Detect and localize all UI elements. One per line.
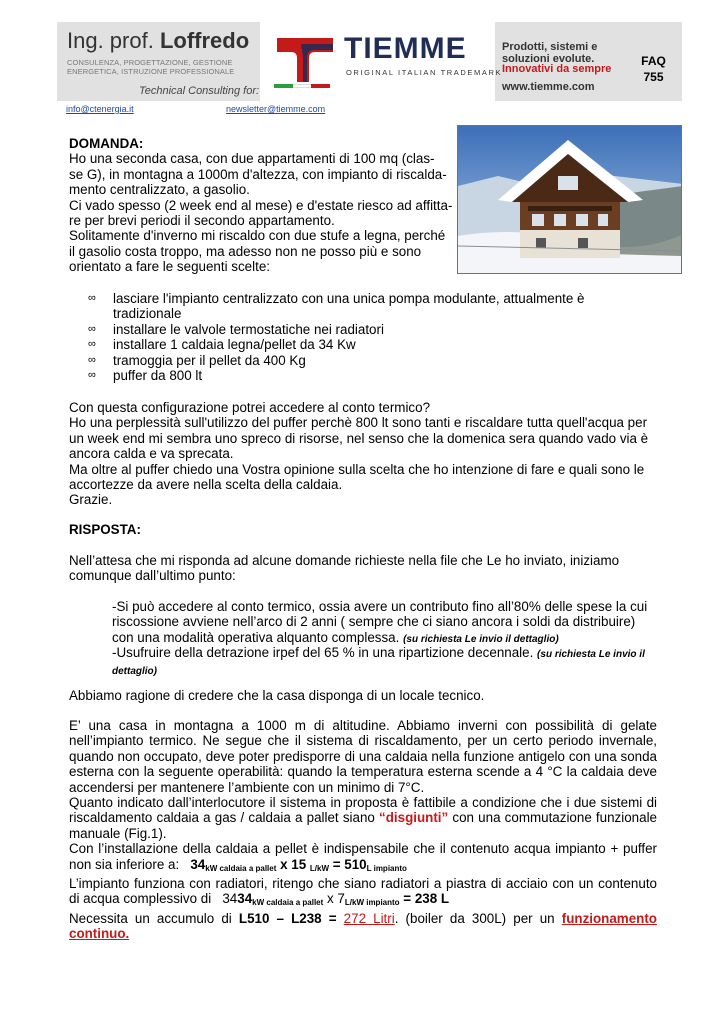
bullet-icon: ∞	[88, 338, 96, 351]
question-line: Ci vado spesso (2 week end al mese) e d'estate riesco ad affitta-	[69, 197, 453, 213]
answer-paragraph: Abbiamo ragione di credere che la casa disponga di un locale tecnico.	[69, 688, 485, 703]
question-line: il gasolio costa troppo, ma adesso non ne posso più e sono	[69, 243, 422, 259]
tiemme-logo-subtitle: ORIGINAL ITALIAN TRADEMARK	[346, 68, 503, 77]
answer-intro: Nell’attesa che mi risponda ad alcune domande richieste nella file che Le ho inviato, iniziamo comunque dall’ultimo punto:	[69, 553, 620, 584]
bullet-icon: ∞	[88, 322, 96, 335]
list-item: ∞ installare le valvole termostatiche nei radiatori	[88, 321, 384, 337]
email-link-newsletter[interactable]: newsletter@tiemme.com	[226, 104, 326, 114]
question-line: se G), in montagna a 1000m d'altezza, con impianto di riscalda-	[69, 166, 447, 182]
question-line: mento centralizzato, a gasolio.	[69, 182, 250, 198]
question-paragraph: Ma oltre al puffer chiedo una Vostra opinione sulla scelta che ho intenzione di fare e quali sono le accortezze da avere nella scelta della caldaia.	[69, 461, 645, 493]
bullet-icon: ∞	[88, 353, 96, 366]
consultant-tagline: CONSULENZA, PROGETTAZIONE, GESTIONE ENERGETICA, ISTRUZIONE PROFESSIONALE	[67, 58, 235, 76]
consultant-brand: Ing. prof. Loffredo	[67, 28, 250, 53]
tiemme-logo-block	[260, 22, 503, 101]
answer-paragraph: Quanto indicato dall’interlocutore il sistema in proposta è fattibile a condizione che i due sistemi di riscaldamento caldaia a gas / caldaia a pallet siano “disgiunti” con una commutazione funzionale manuale (Fig.1).	[69, 795, 657, 841]
answer-paragraph: E’ una casa in montagna a 1000 m di altitudine. Abbiamo inverni con possibilità di gelate nell’impianto termico. Ne segue che il sistema di riscaldamento, per un certo periodo invernale, quando non occupato, deve poter predisporre di una caldaia nella funzione antigelo con una sonda esterna con la seguente operabilità: quando la temperatura esterna scende a 4 °C la caldaia deve accendersi per mantenere l’ambiente con un minimo di 7°C.	[69, 718, 657, 795]
question-line: Solitamente d'inverno mi riscaldo con due stufe a legna, perché	[69, 228, 446, 244]
promo-highlight: Innovativi da sempre	[502, 63, 612, 75]
tiemme-logo-text: TIEMME	[344, 32, 467, 65]
question-line: Ho una seconda casa, con due appartamenti di 100 mq (clas-	[69, 151, 435, 167]
italian-flag-stripe	[274, 84, 330, 88]
tiemme-promo	[498, 22, 622, 101]
website-link[interactable]: www.tiemme.com	[502, 81, 595, 93]
faq-label: FAQ	[641, 54, 666, 68]
answer-body	[69, 718, 657, 942]
bullet-icon: ∞	[88, 292, 96, 304]
answer-point-detrazione: -Usufruire della detrazione irpef del 65 % in una ripartizione decennale. (su richiesta Le invio il dettaglio)	[112, 645, 645, 678]
answer-paragraph: Necessita un accumulo di L510 – L238 = 272 Litri. (boiler da 300L) per un funzionamento continuo.	[69, 910, 657, 942]
page-header	[57, 22, 682, 101]
answer-paragraph: Con l’installazione della caldaia a pellet è indispensabile che il contenuto acqua impianto + puffer non sia inferiore a: $34_{kW caldaia a pallet}$ x 15 $_{L/kW} = 510_{L impianto}$	[69, 841, 657, 873]
faq-badge	[625, 22, 682, 101]
consultant-brand-block	[57, 22, 260, 101]
email-link-info[interactable]: info@ctenergia.it	[66, 104, 134, 114]
faq-number: 755	[643, 70, 664, 84]
question-line: orientato a fare le seguenti scelte:	[69, 259, 270, 275]
list-item: ∞ tramoggia per il pellet da 400 Kg	[88, 352, 306, 368]
answer-title: RISPOSTA:	[69, 522, 141, 537]
list-item: ∞ puffer da 800 lt	[88, 368, 203, 384]
question-paragraph: Ho una perplessità sull'utilizzo del puffer perchè 800 lt sono tanti e riscaldare tutta quell'acqua per un week end mi sembra uno spreco di risorse, nel senso che la domenica sera quando vado via è ancora calda e va sprecata.	[69, 415, 649, 462]
question-line: re per brevi periodi il secondo appartamento.	[69, 213, 335, 229]
bullet-icon: ∞	[88, 369, 96, 382]
promo-text: Prodotti, sistemi e soluzioni evolute.	[502, 41, 598, 65]
answer-paragraph: L’impianto funziona con radiatori, ritengo che siano radiatori a piastra di acciaio con un contenuto di acqua complessivo di $3434_{kW caldaia a pallet}$ x $7_{L/kW impianto} = 238$ L	[69, 876, 657, 908]
chalet-photo	[457, 125, 682, 274]
question-section	[69, 136, 453, 275]
list-item: ∞ installare 1 caldaia legna/pellet da 34 Kw	[88, 337, 356, 353]
answer-point-conto-termico: -Si può accedere al conto termico, ossia avere un contributo fino all’80% delle spese la cui riscossione avviene nell’arco di 2 anni ( sempre che ci siano ancora i soldi da distribuire) con una modalità operativa alquanto complessa. (su richiesta Le invio il dettaglio)	[112, 599, 648, 645]
tiemme-logo-icon	[275, 34, 335, 84]
question-title: DOMANDA:	[69, 136, 144, 151]
question-paragraph: Con questa configurazione potrei accedere al conto termico?	[69, 400, 431, 415]
question-bullets	[88, 291, 613, 383]
list-item: ∞ lasciare l'impianto centralizzato con una unica pompa modulante, attualmente è tradizionale	[88, 291, 585, 322]
question-paragraph: Grazie.	[69, 492, 113, 508]
technical-consulting-label: Technical Consulting for:	[139, 85, 260, 97]
question-closing	[69, 400, 659, 508]
